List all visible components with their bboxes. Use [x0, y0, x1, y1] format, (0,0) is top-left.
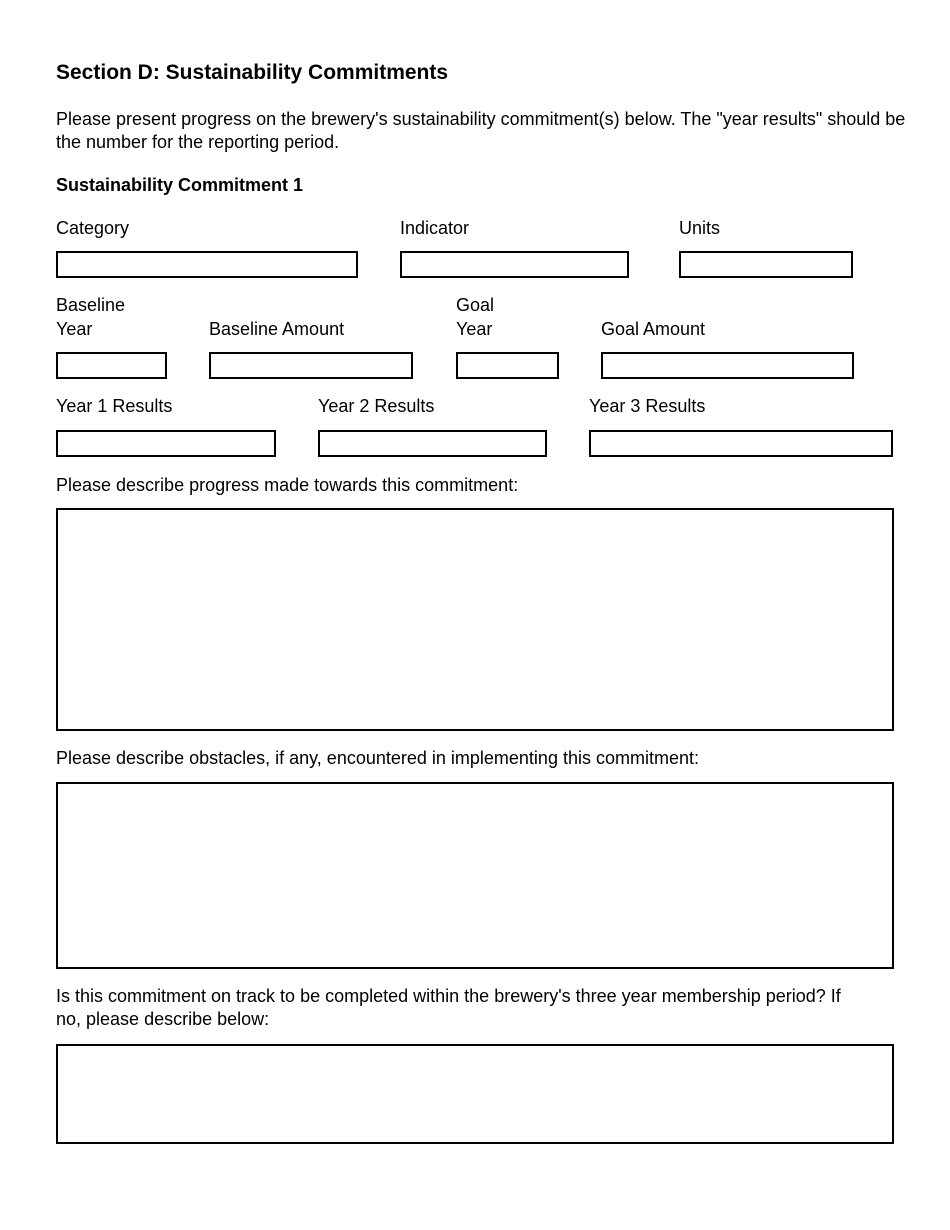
- progress-textarea[interactable]: [56, 508, 894, 731]
- year1-results-label: Year 1 Results: [56, 396, 173, 416]
- year3-results-input[interactable]: [589, 430, 893, 457]
- baseline-amount-label: Baseline Amount: [209, 319, 345, 339]
- baseline-amount-input[interactable]: [209, 352, 413, 379]
- units-label: Units: [679, 218, 721, 238]
- on-track-label: Is this commitment on track to be completed within the brewery's three year membership period? If no, please describe below:: [56, 986, 841, 1029]
- indicator-input[interactable]: [400, 251, 629, 278]
- year3-results-label: Year 3 Results: [589, 396, 706, 416]
- progress-label: Please describe progress made towards this commitment:: [56, 475, 519, 495]
- category-label: Category: [56, 218, 130, 238]
- year2-results-label: Year 2 Results: [318, 396, 435, 416]
- section-title: Section D: Sustainability Commitments: [56, 61, 449, 84]
- year1-results-input[interactable]: [56, 430, 276, 457]
- obstacles-textarea[interactable]: [56, 782, 894, 969]
- year2-results-input[interactable]: [318, 430, 547, 457]
- goal-year-label: [456, 293, 494, 341]
- goal-year-label-line2: Year: [456, 319, 493, 339]
- baseline-year-input[interactable]: [56, 352, 167, 379]
- indicator-label: Indicator: [400, 218, 470, 238]
- units-input[interactable]: [679, 251, 853, 278]
- on-track-textarea[interactable]: [56, 1044, 894, 1144]
- baseline-year-label-line2: Year: [56, 319, 93, 339]
- category-input[interactable]: [56, 251, 358, 278]
- goal-year-input[interactable]: [456, 352, 559, 379]
- goal-amount-input[interactable]: [601, 352, 854, 379]
- baseline-year-label: [56, 293, 125, 341]
- intro-text: Please present progress on the brewery's sustainability commitment(s) below. The "year results" should be the number for the reporting period.: [56, 109, 906, 152]
- baseline-year-label-line1: Baseline: [56, 295, 126, 315]
- goal-amount-label: Goal Amount: [601, 319, 706, 339]
- goal-year-label-line1: Goal: [456, 295, 495, 315]
- commitment-title: Sustainability Commitment 1: [56, 175, 304, 195]
- obstacles-label: Please describe obstacles, if any, encountered in implementing this commitment:: [56, 748, 699, 768]
